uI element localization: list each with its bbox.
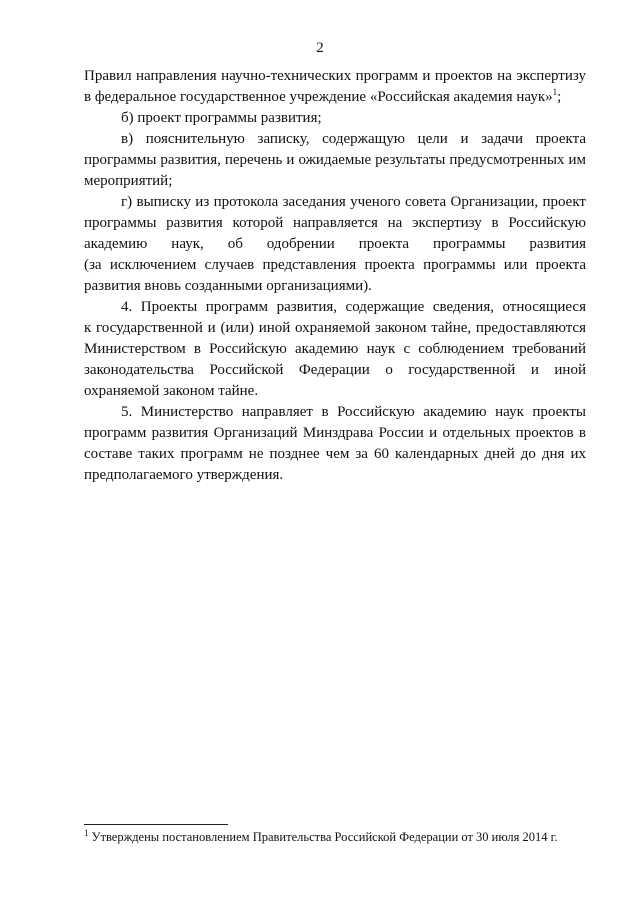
item-b: б) проект программы развития;: [121, 110, 322, 126]
item-g-line-2: программы развития которой направляется на экспертизу в Российскую: [84, 215, 586, 231]
para-5-line-1: 5. Министерство направляет в Российскую академию наук проекты: [121, 404, 586, 420]
para-4-line-2: к государственной и (или) иной охраняемой законом тайне, предоставляются: [84, 320, 586, 336]
item-g-line-3: академию наук, об одобрении проекта программы развития: [84, 236, 586, 252]
para-4-line-1: 4. Проекты программ развития, содержащие сведения, относящиеся: [121, 299, 586, 315]
footnote-divider: [84, 824, 228, 825]
item-v-line-3: мероприятий;: [84, 173, 173, 189]
item-g-line-5: развития вновь созданными организациями).: [84, 278, 372, 294]
item-v-line-2: программы развития, перечень и ожидаемые результаты предусмотренных им: [84, 152, 586, 168]
para-5-line-2: программ развития Организаций Минздрава России и отдельных проектов в: [84, 425, 586, 441]
footnote-mark: 1: [84, 827, 89, 838]
intro-line-2: в федеральное государственное учреждение «Российская академия наук»$^1$;: [84, 87, 562, 105]
para-4-line-3: Министерством в Российскую академию наук с соблюдением требований: [84, 341, 586, 357]
item-v-line-1: в) пояснительную записку, содержащую цели и задачи проекта: [121, 131, 586, 147]
para-5-line-4: предполагаемого утверждения.: [84, 467, 284, 483]
para-4-line-4: законодательства Российской Федерации о государственной и иной: [84, 362, 586, 378]
footnote-text: Утверждены постановлением Правительства Российской Федерации от 30 июля 2014 г.: [88, 830, 558, 844]
para-4-line-5: охраняемой законом тайне.: [84, 383, 259, 399]
item-g-line-4: (за исключением случаев представления проекта программы или проекта: [84, 257, 586, 273]
footnote: [84, 827, 558, 845]
item-g-line-1: г) выписку из протокола заседания ученого совета Организации, проект: [121, 194, 586, 210]
footnote-reference: 1: [552, 87, 558, 97]
intro-line-1: Правил направления научно-технических программ и проектов на экспертизу: [84, 68, 586, 84]
para-5-line-3: составе таких программ не позднее чем за 60 календарных дней до дня их: [84, 446, 586, 462]
page-number: 2: [316, 40, 324, 56]
